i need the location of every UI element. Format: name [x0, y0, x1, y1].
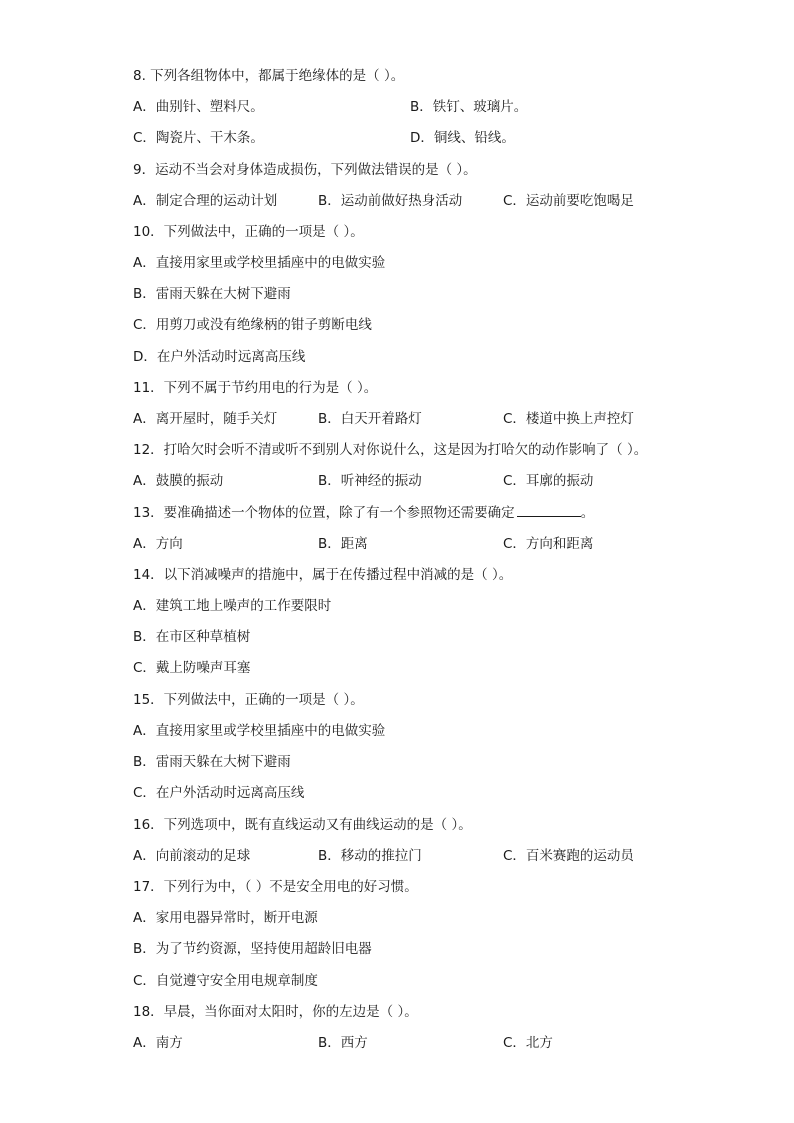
question-9-option-a: A．制定合理的运动计划	[133, 193, 278, 209]
question-11-stem: 11．下列不属于节约用电的行为是（ ）。	[133, 380, 378, 396]
answer-blank	[517, 503, 581, 517]
question-10-option-d: D．在户外活动时远离高压线	[133, 349, 306, 365]
question-14-stem: 14．以下消减噪声的措施中，属于在传播过程中消减的是（ ）。	[133, 567, 513, 583]
question-10-stem: 10．下列做法中，正确的一项是（ ）。	[133, 224, 364, 240]
question-18-option-c: C．北方	[503, 1035, 553, 1051]
question-16-option-a: A．向前滚动的足球	[133, 848, 251, 864]
question-14-option-a: A．建筑工地上噪声的工作要限时	[133, 598, 332, 614]
question-11-option-c: C．楼道中换上声控灯	[503, 411, 634, 427]
question-12-option-c: C．耳廓的振动	[503, 473, 594, 489]
question-17-stem: 17．下列行为中，（ ）不是安全用电的好习惯。	[133, 879, 418, 895]
question-13-option-b: B．距离	[318, 536, 368, 552]
question-8-option-a: A．曲别针、塑料尺。	[133, 99, 264, 115]
question-14-option-b: B．在市区种草植树	[133, 629, 251, 645]
question-16-stem: 16．下列选项中，既有直线运动又有曲线运动的是（ ）。	[133, 817, 472, 833]
question-12-stem: 12．打哈欠时会听不清或听不到别人对你说什么，这是因为打哈欠的动作影响了（ ）。	[133, 442, 648, 458]
question-11-option-b: B．白天开着路灯	[318, 411, 422, 427]
question-15-option-b: B．雷雨天躲在大树下避雨	[133, 754, 291, 770]
question-8-option-c: C．陶瓷片、干木条。	[133, 130, 264, 146]
question-13-stem-line	[133, 503, 594, 523]
question-8-stem: 8. 下列各组物体中，都属于绝缘体的是（ ）。	[133, 68, 405, 84]
question-17-option-b: B．为了节约资源，坚持使用超龄旧电器	[133, 941, 372, 957]
question-12-option-a: A．鼓膜的振动	[133, 473, 224, 489]
question-16-option-b: B．移动的推拉门	[318, 848, 422, 864]
question-15-option-a: A．直接用家里或学校里插座中的电做实验	[133, 723, 386, 739]
question-13-stem-end: 。	[580, 505, 595, 521]
question-13-option-c: C．方向和距离	[503, 536, 594, 552]
question-10-option-a: A．直接用家里或学校里插座中的电做实验	[133, 255, 386, 271]
question-9-option-c: C．运动前要吃饱喝足	[503, 193, 634, 209]
question-18-stem: 18．早晨，当你面对太阳时，你的左边是（ ）。	[133, 1004, 418, 1020]
question-8-option-d: D．铜线、铅线。	[410, 130, 515, 146]
question-15-option-c: C．在户外活动时远离高压线	[133, 785, 305, 801]
question-11-option-a: A．离开屋时，随手关灯	[133, 411, 278, 427]
question-17-option-a: A．家用电器异常时，断开电源	[133, 910, 318, 926]
question-13-stem: 13．要准确描述一个物体的位置，除了有一个参照物还需要确定	[133, 505, 515, 521]
question-15-stem: 15．下列做法中，正确的一项是（ ）。	[133, 692, 364, 708]
question-17-option-c: C．自觉遵守安全用电规章制度	[133, 973, 318, 989]
question-18-option-a: A．南方	[133, 1035, 183, 1051]
question-10-option-c: C．用剪刀或没有绝缘柄的钳子剪断电线	[133, 317, 372, 333]
question-8-option-b: B．铁钉、玻璃片。	[410, 99, 528, 115]
question-14-option-c: C．戴上防噪声耳塞	[133, 660, 251, 676]
question-13-option-a: A．方向	[133, 536, 183, 552]
question-16-option-c: C．百米赛跑的运动员	[503, 848, 634, 864]
question-10-option-b: B．雷雨天躲在大树下避雨	[133, 286, 291, 302]
question-12-option-b: B．听神经的振动	[318, 473, 422, 489]
question-18-option-b: B．西方	[318, 1035, 368, 1051]
question-9-option-b: B．运动前做好热身活动	[318, 193, 463, 209]
question-9-stem: 9．运动不当会对身体造成损伤，下列做法错误的是（ ）。	[133, 162, 477, 178]
